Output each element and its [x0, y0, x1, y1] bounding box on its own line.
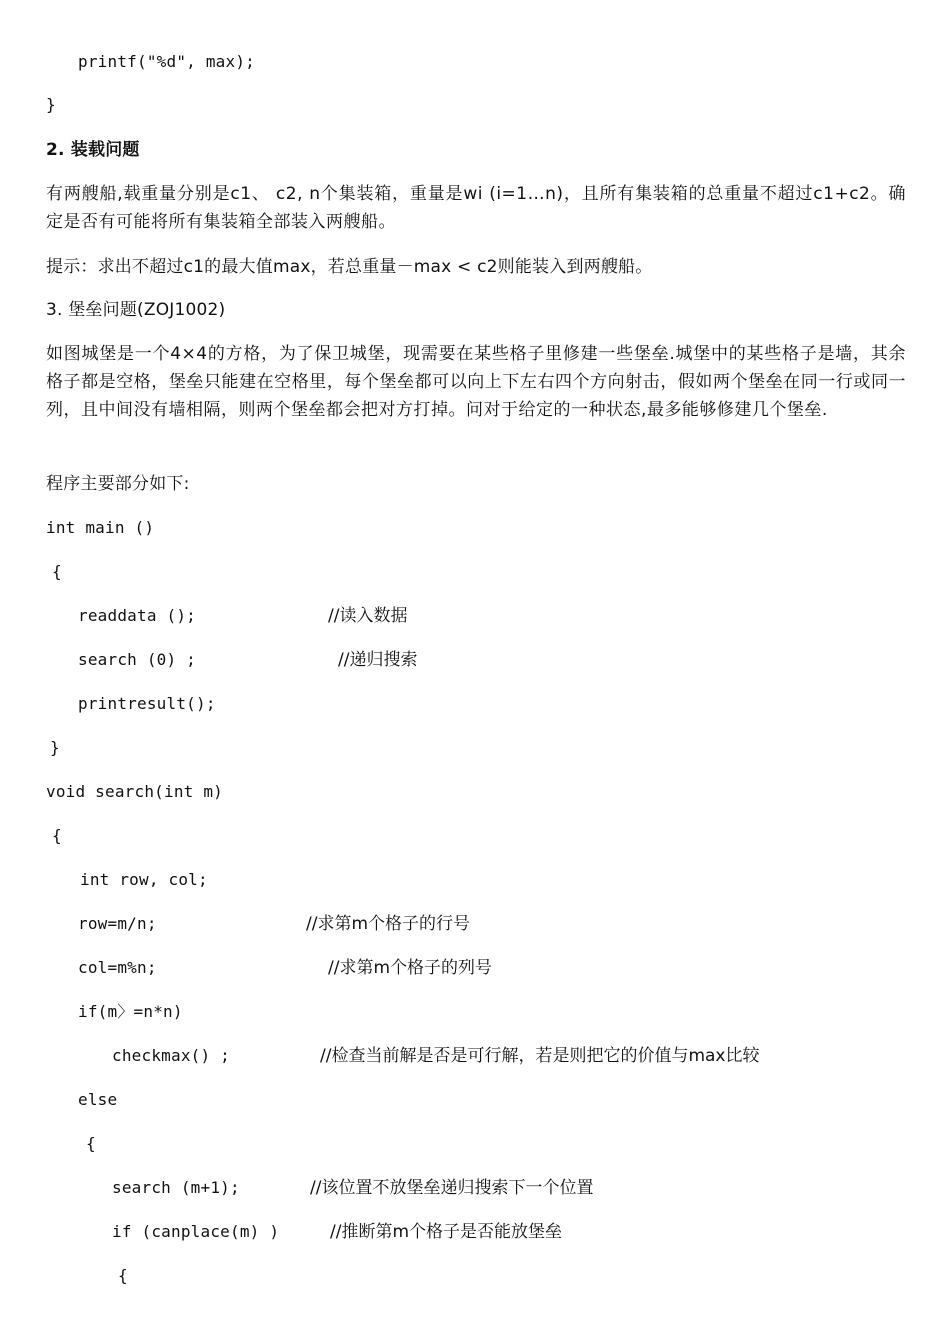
code-comment-search-next: //该位置不放堡垒递归搜索下一个位置 — [310, 1178, 594, 1198]
code-comment-checkmax: //检查当前解是否是可行解，若是则把它的价值与max比较 — [320, 1046, 760, 1066]
code-line-search-next: search (m+1); — [112, 1178, 240, 1197]
code-line-if: if(m〉=n*n) — [78, 1002, 183, 1021]
code-line-printf: printf("%d", max); — [78, 52, 255, 71]
section-heading-loading-problem: 2. 装载问题 — [46, 140, 140, 160]
code-line-row: row=m/n; — [78, 914, 157, 933]
paragraph-loading-problem: 有两艘船,载重量分别是c1、 c2, n个集装箱，重量是wi (i=1…n)，且所有集装箱的总重量不超过c1+c2。确定是否有可能将所有集装箱全部装入两艘船。 — [46, 184, 906, 232]
program-intro-text: 程序主要部分如下: — [46, 474, 190, 494]
code-line-main: int main () — [46, 518, 155, 537]
code-line-close-brace: } — [46, 95, 56, 114]
code-comment-readdata: //读入数据 — [328, 606, 408, 626]
code-line-canplace: if (canplace(m) ) — [112, 1222, 280, 1241]
code-comment-canplace: //推断第m个格子是否能放堡垒 — [330, 1222, 563, 1242]
paragraph-fortress-problem: 如图城堡是一个4×4的方格，为了保卫城堡，现需要在某些格子里修建一些堡垒.城堡中的某些格子是墙，其余格子都是空格，堡垒只能建在空格里，每个堡垒都可以向上下左右四个方向射击，假如两个堡垒在同一行或同一列，且中间没有墙相隔，则两个堡垒都会把对方打掉。问对于给定的一种状态,最多能够修建几个堡垒. — [46, 344, 906, 420]
code-line-int-row-col: int row, col; — [80, 870, 208, 889]
code-line-open-brace-canplace: { — [118, 1266, 128, 1285]
code-line-readdata: readdata (); — [78, 606, 196, 625]
code-line-else: else — [78, 1090, 118, 1109]
code-line-void-search: void search(int m) — [46, 782, 223, 801]
code-line-open-brace-search: { — [52, 826, 62, 845]
code-line-open-brace: { — [52, 562, 62, 581]
code-line-open-brace-else: { — [86, 1134, 96, 1153]
code-comment-row: //求第m个格子的行号 — [306, 914, 471, 934]
code-line-printresult: printresult(); — [78, 694, 216, 713]
code-line-checkmax: checkmax() ; — [112, 1046, 230, 1065]
section-heading-fortress-problem: 3. 堡垒问题(ZOJ1002) — [46, 300, 226, 320]
code-line-search-zero: search (0) ; — [78, 650, 196, 669]
code-line-close-brace-main: } — [50, 738, 60, 757]
code-line-col: col=m%n; — [78, 958, 157, 977]
code-comment-search-zero: //递归搜索 — [338, 650, 418, 670]
hint-text: 提示：求出不超过c1的最大值max，若总重量－max < c2则能装入到两艘船。 — [46, 257, 653, 277]
code-comment-col: //求第m个格子的列号 — [328, 958, 493, 978]
